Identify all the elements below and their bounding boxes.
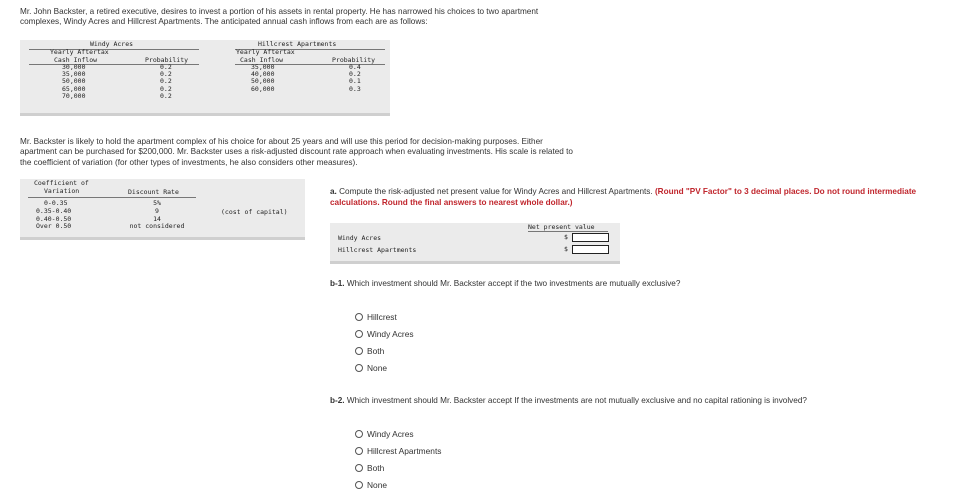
- windy-acres-title: Windy Acres: [90, 40, 134, 48]
- hill-cf-3: 50,000: [251, 77, 275, 86]
- cv-4: Over 0.50: [36, 222, 72, 231]
- b2-option-both[interactable]: [355, 460, 441, 477]
- windy-cf-2: 35,000: [62, 70, 86, 79]
- cash-inflow-table: [20, 40, 390, 116]
- npv-table-bottom-bar: [330, 261, 620, 264]
- hill-prob-column: [349, 64, 361, 93]
- hill-cf-column: [251, 64, 274, 93]
- windy-prob-4: 0.2: [160, 84, 172, 93]
- b1-option-hillcrest[interactable]: [355, 309, 414, 326]
- npv-row-hillcrest-label: Hillcrest Apartments: [338, 246, 417, 254]
- windy-prob-1: 0.2: [160, 63, 172, 71]
- hillcrest-npv-input[interactable]: [572, 245, 609, 254]
- hill-cf-header-line1: Yearly Aftertax: [236, 48, 295, 56]
- radio-icon[interactable]: [355, 464, 363, 472]
- hill-prob-3: 0.1: [349, 77, 361, 86]
- hill-cf-header: [236, 49, 295, 64]
- npv-row-windy-currency: $: [564, 233, 568, 241]
- question-a-instruction: (Round "PV Factor" to 3 decimal places. Do not round intermediate calculations. Round the final answers to nearest whole dollar.): [330, 187, 917, 207]
- question-a: [330, 187, 940, 209]
- b1-option-label: Both: [367, 345, 385, 356]
- question-b1-options: [355, 309, 414, 376]
- cv-3: 0.40-0.50: [36, 214, 72, 223]
- rate-header: Discount Rate: [128, 188, 179, 196]
- radio-icon[interactable]: [355, 330, 363, 338]
- question-b1-label: b-1.: [330, 279, 345, 288]
- rate-1: 5%: [153, 199, 161, 207]
- hill-prob-1: 0.4: [349, 63, 361, 71]
- question-b2-options: [355, 426, 441, 493]
- table-bottom-bar: [20, 113, 390, 116]
- hill-cf-2: 40,000: [251, 70, 275, 79]
- cv-header-rule: [28, 197, 196, 198]
- cv-1: 0-0.35: [44, 199, 68, 207]
- b2-option-none[interactable]: [355, 476, 441, 493]
- windy-prob-5: 0.2: [160, 91, 172, 100]
- question-b1: [330, 279, 680, 288]
- radio-icon[interactable]: [355, 430, 363, 438]
- b1-option-label: Windy Acres: [367, 329, 414, 340]
- npv-table: [330, 223, 620, 264]
- cost-of-capital-note: (cost of capital): [221, 208, 288, 216]
- radio-icon[interactable]: [355, 347, 363, 355]
- windy-cf-header: [50, 49, 109, 64]
- windy-cf-column: [62, 64, 85, 100]
- npv-row-windy-label: Windy Acres: [338, 234, 382, 242]
- windy-prob-column: [160, 64, 172, 100]
- hillcrest-title: Hillcrest Apartments: [258, 40, 337, 48]
- npv-header: Net present value: [528, 223, 595, 231]
- b1-option-label: None: [367, 362, 388, 373]
- windy-cf-header-line1: Yearly Aftertax: [50, 48, 109, 56]
- cv-2: 0.35-0.40: [36, 206, 72, 215]
- rate-3: 14: [153, 214, 161, 223]
- b1-option-label: Hillcrest: [367, 312, 397, 323]
- intro-paragraph: Mr. John Backster, a retired executive, desires to invest a portion of his assets in rental property. He has narrowed his choices to two apartment complexes, Windy Acres and Hillcrest Apartments. The anticipated annual cash inflows from each are as follows:: [20, 7, 539, 27]
- question-a-label: a.: [330, 187, 337, 196]
- radio-icon[interactable]: [355, 313, 363, 321]
- cv-header: [34, 180, 89, 195]
- npv-header-rule: [528, 231, 608, 232]
- b1-option-none[interactable]: [355, 359, 414, 376]
- b2-option-label: None: [367, 479, 388, 490]
- cv-header-line1: Coefficient of: [34, 179, 89, 187]
- b2-option-label: Both: [367, 462, 385, 473]
- windy-col-rule: [29, 64, 199, 65]
- windy-prob-2: 0.2: [160, 70, 172, 79]
- npv-row-hillcrest-currency: $: [564, 245, 568, 253]
- windy-cf-3: 50,000: [62, 77, 86, 86]
- hill-prob-2: 0.2: [349, 70, 361, 79]
- b2-option-label: Hillcrest Apartments: [367, 446, 442, 457]
- question-b2-label: b-2.: [330, 396, 345, 405]
- b1-option-windy-acres[interactable]: [355, 326, 414, 343]
- windy-cf-1: 30,000: [62, 63, 86, 71]
- details-paragraph: Mr. Backster is likely to hold the apartment complex of his choice for about 25 years and will use this period for decision-making purposes. Either apartment can be purchased for $200,000. Mr. Backster uses a risk-adjusted discount rate approach when evaluating investments. His scale is related to the coefficient of variation (for other types of investments, he also considers other measures).: [20, 137, 573, 167]
- question-a-text: Compute the risk-adjusted net present value for Windy Acres and Hillcrest Apartments.: [336, 187, 655, 196]
- hill-cf-4: 60,000: [251, 84, 275, 93]
- hill-prob-4: 0.3: [349, 84, 361, 93]
- rate-2: 9: [155, 206, 159, 215]
- b2-option-label: Windy Acres: [367, 429, 414, 440]
- hill-cf-header-line2: Cash Inflow: [240, 55, 284, 64]
- rate-4: not considered: [129, 222, 185, 231]
- question-b2: [330, 396, 807, 405]
- hill-cf-1: 35,000: [251, 63, 275, 71]
- cv-column: [36, 200, 71, 231]
- b2-option-windy-acres[interactable]: [355, 426, 441, 443]
- hill-prob-header: Probability: [332, 56, 376, 64]
- windy-prob-header: Probability: [145, 56, 189, 64]
- question-b1-text: Which investment should Mr. Backster accept if the two investments are mutually exclusive?: [344, 279, 681, 288]
- radio-icon[interactable]: [355, 364, 363, 372]
- cv-table-bottom-bar: [20, 237, 305, 240]
- windy-cf-4: 65,000: [62, 84, 86, 93]
- b1-option-both[interactable]: [355, 343, 414, 360]
- radio-icon[interactable]: [355, 481, 363, 489]
- rate-column: [128, 200, 186, 231]
- radio-icon[interactable]: [355, 447, 363, 455]
- windy-cf-header-line2: Cash Inflow: [54, 55, 98, 64]
- cv-header-line2: Variation: [44, 186, 80, 195]
- windy-acres-npv-input[interactable]: [572, 233, 609, 242]
- windy-cf-5: 70,000: [62, 91, 86, 100]
- b2-option-hillcrest-apartments[interactable]: [355, 443, 441, 460]
- windy-prob-3: 0.2: [160, 77, 172, 86]
- question-b2-text: Which investment should Mr. Backster accept If the investments are not mutually exclusive and no capital rationing is involved?: [344, 396, 807, 405]
